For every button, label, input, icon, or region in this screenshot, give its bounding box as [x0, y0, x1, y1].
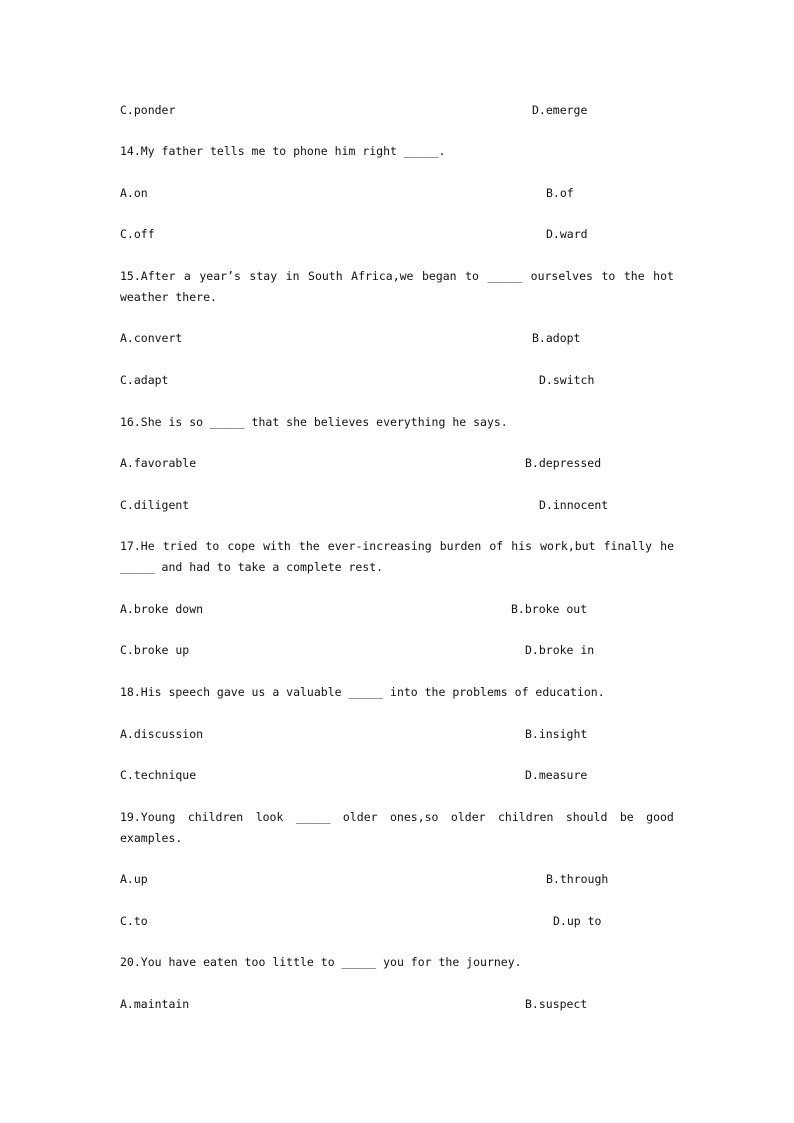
- option-d-18: D.measure: [525, 768, 588, 782]
- option-a-19: A.up: [120, 872, 148, 886]
- question-14: 14.My father tells me to phone him right _____.: [120, 144, 446, 158]
- question-15-line-2: weather there.: [120, 290, 217, 304]
- option-d-14: D.ward: [546, 227, 588, 241]
- option-c-19: C.to: [120, 914, 148, 928]
- option-a-18: A.discussion: [120, 727, 204, 741]
- option-d-16: D.innocent: [539, 498, 609, 512]
- option-c-18: C.technique: [120, 768, 197, 782]
- option-b-19: B.through: [546, 872, 609, 886]
- option-d-17: D.broke in: [525, 643, 595, 657]
- option-a-17: A.broke down: [120, 602, 204, 616]
- question-18: 18.His speech gave us a valuable _____ into the problems of education.: [120, 685, 605, 699]
- option-a-15: A.convert: [120, 331, 183, 345]
- option-b-16: B.depressed: [525, 456, 602, 470]
- option-a-16: A.favorable: [120, 456, 197, 470]
- option-a-14: A.on: [120, 186, 148, 200]
- option-b-14: B.of: [546, 186, 574, 200]
- option-b-18: B.insight: [525, 727, 588, 741]
- option-b-15: B.adopt: [532, 331, 581, 345]
- option-c-16: C.diligent: [120, 498, 190, 512]
- option-c-13: C.ponder: [120, 103, 176, 117]
- option-c-15: C.adapt: [120, 373, 169, 387]
- option-b-20: B.suspect: [525, 997, 588, 1011]
- option-c-17: C.broke up: [120, 643, 190, 657]
- option-c-14: C.off: [120, 227, 155, 241]
- option-a-20: A.maintain: [120, 997, 190, 1011]
- question-17-line-1: 17.He tried to cope with the ever-increasing burden of his work,but finally he: [120, 539, 674, 553]
- option-d-15: D.switch: [539, 373, 595, 387]
- question-19-line-2: examples.: [120, 831, 183, 845]
- question-19-line-1: 19.Young children look _____ older ones,so older children should be good: [120, 810, 674, 824]
- question-16: 16.She is so _____ that she believes everything he says.: [120, 415, 508, 429]
- option-d-19: D.up to: [553, 914, 602, 928]
- option-d-13: D.emerge: [532, 103, 588, 117]
- question-15-line-1: 15.After a year’s stay in South Africa,we began to _____ ourselves to the hot: [120, 269, 674, 283]
- option-b-17: B.broke out: [511, 602, 588, 616]
- question-20: 20.You have eaten too little to _____ you for the journey.: [120, 955, 522, 969]
- question-17-line-2: _____ and had to take a complete rest.: [120, 560, 384, 574]
